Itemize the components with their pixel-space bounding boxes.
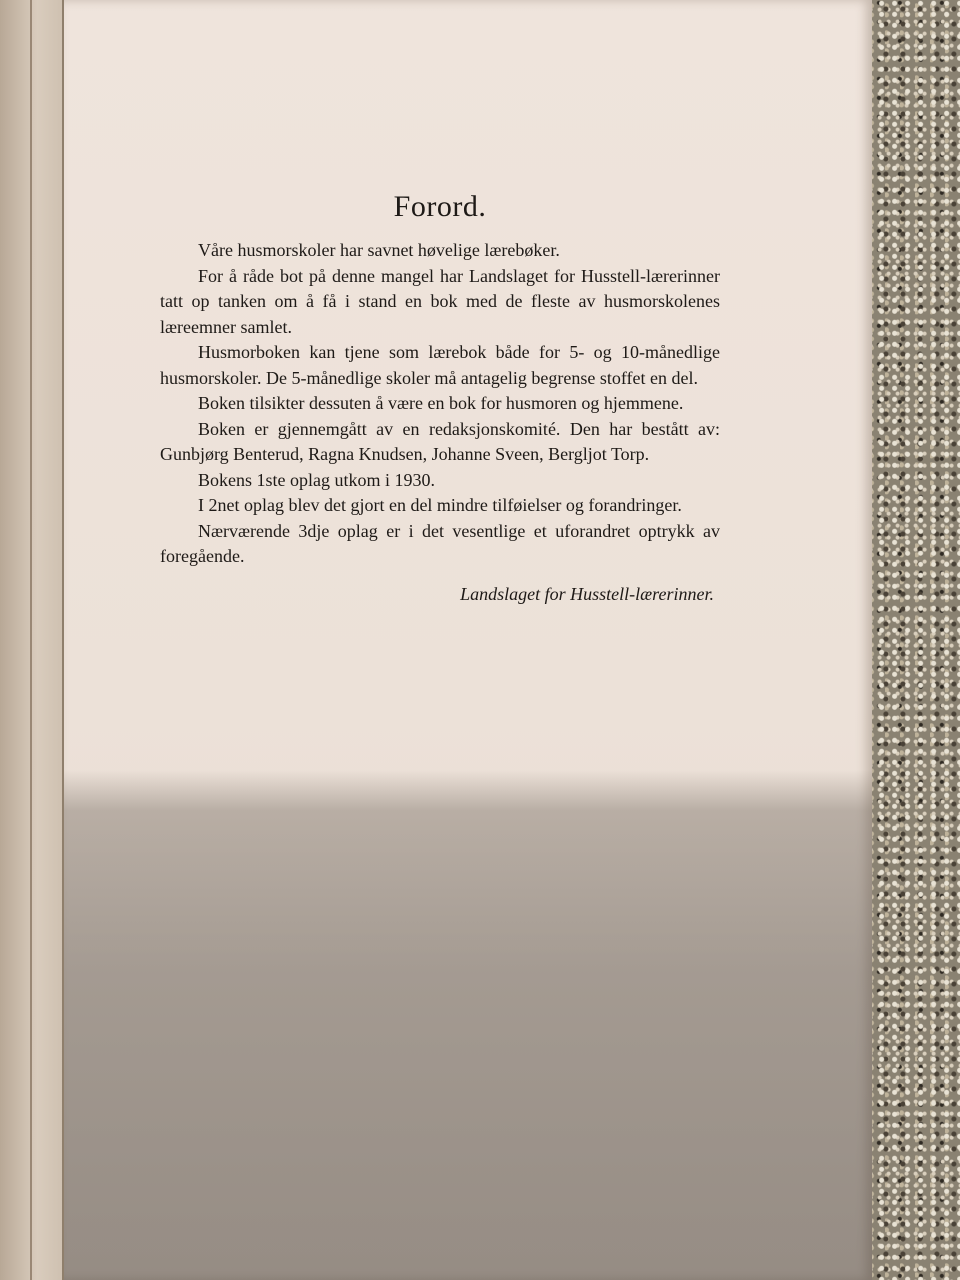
previous-page-edge (0, 0, 64, 1280)
paragraph: Bokens 1ste oplag utkom i 1930. (198, 469, 435, 490)
page-title: Forord. (393, 190, 487, 223)
page-fold-line (30, 0, 32, 1280)
signature: Landslaget for Husstell-lærerinner. (460, 583, 714, 604)
foreword-text-block (160, 190, 720, 605)
paragraph: Husmorboken kan tjene som lærebok både for 5- og 10-månedlige husmorskoler. De 5-månedlige skoler må antagelig begrense stoffet en del. (160, 342, 720, 388)
book-page (64, 0, 872, 1280)
paragraph: I 2net oplag blev det gjort en del mindre tilføielser og forandringer. (198, 495, 682, 515)
paragraph: For å råde bot på denne mangel har Landslaget for Husstell-lærerinner tatt op tanken om å få i stand en bok med de fleste av husmorskolenes læreemner samlet. (160, 265, 720, 337)
paragraph: Nærværende 3dje oplag er i det vesentlige et uforandret optrykk av foregående. (160, 520, 720, 566)
paragraph: Våre husmorskoler har savnet høvelige lærebøker. (198, 240, 560, 260)
paragraph: Boken er gjennemgått av en redaksjonskomité. Den har bestått av: Gunbjørg Benterud, Ragna Knudsen, Johanne Sveen, Bergljot Torp. (160, 418, 720, 464)
paragraph: Boken tilsikter dessuten å være en bok for husmoren og hjemmene. (198, 393, 684, 413)
cast-shadow (64, 770, 872, 1280)
